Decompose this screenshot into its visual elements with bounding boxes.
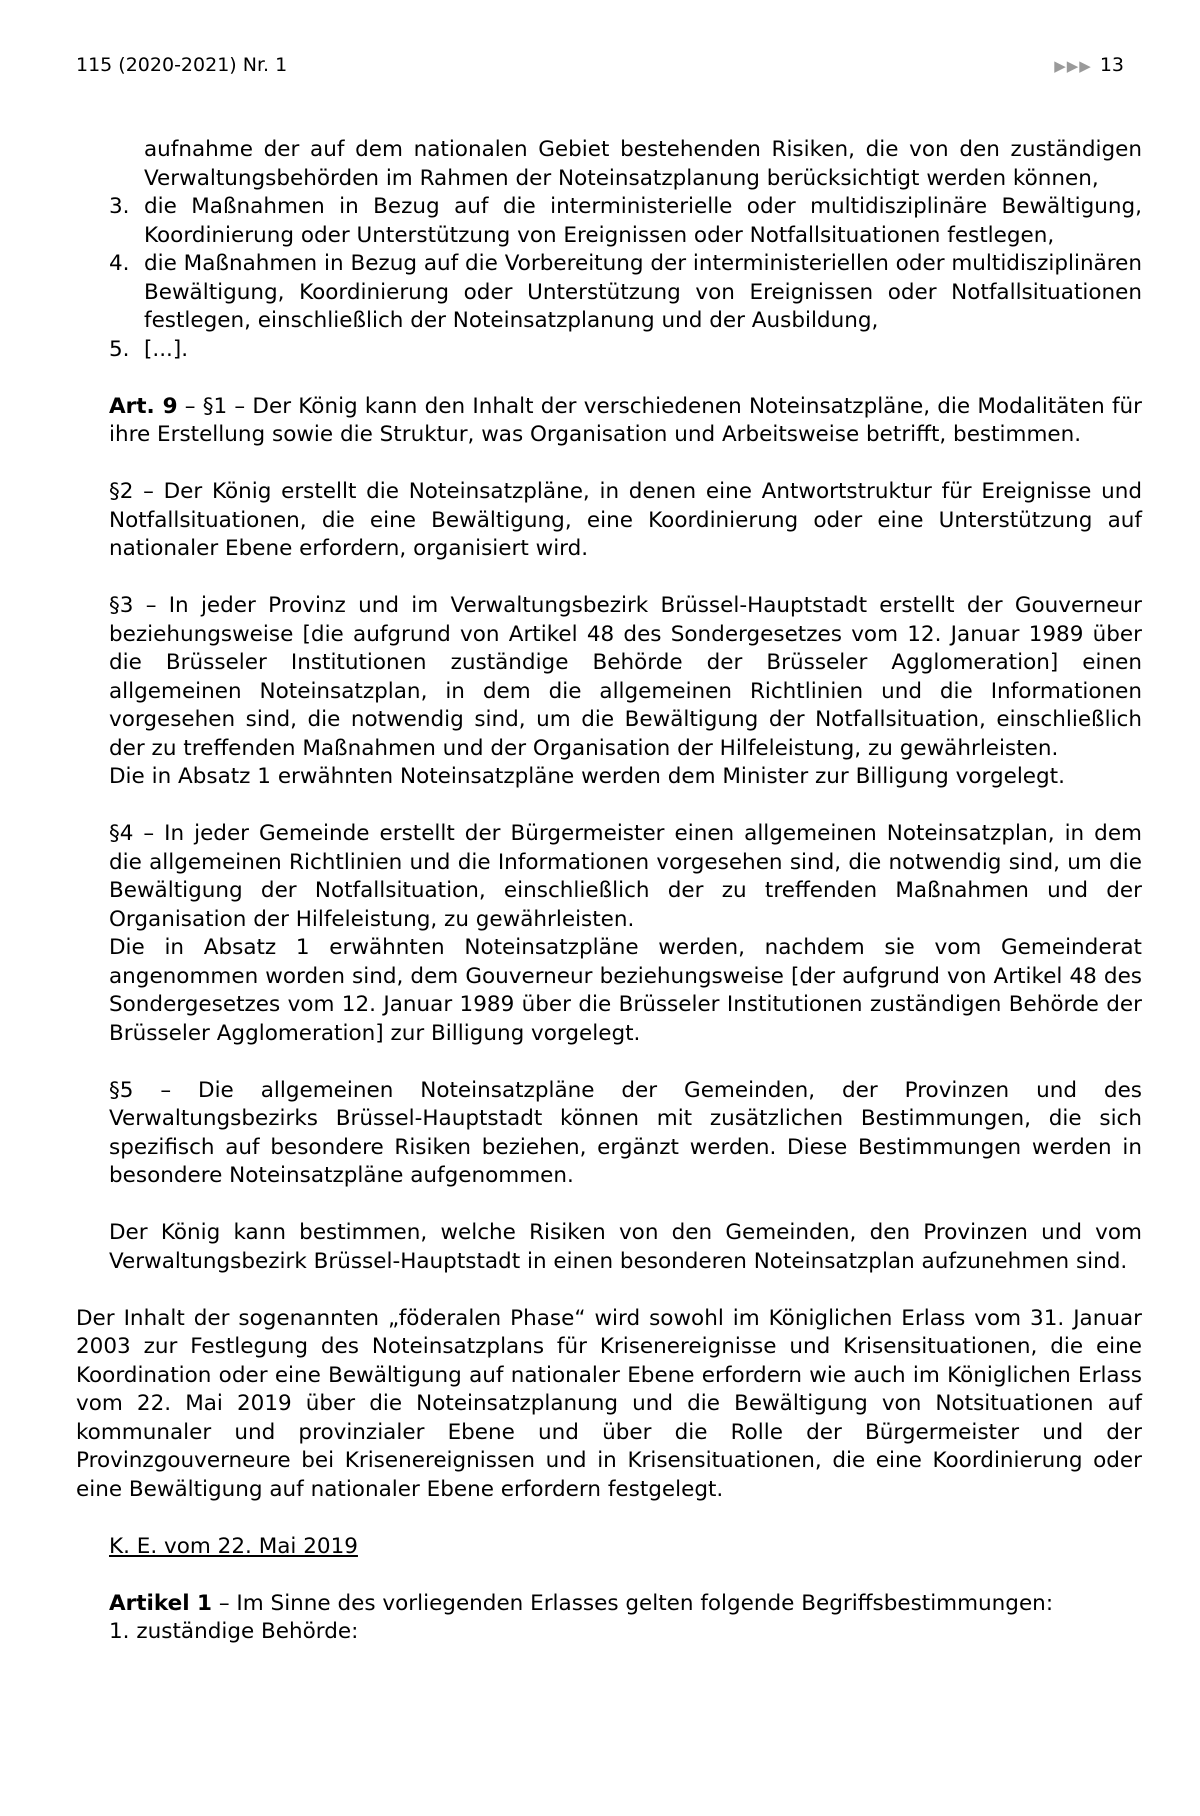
- list-item-number: 4.: [109, 251, 130, 276]
- art9-paragraph-3-sentence: Die in Absatz 1 erwähnten Noteinsatzpläne werden dem Minister zur Billigung vorgelegt.: [109, 764, 1065, 789]
- list-item: [76, 193, 1142, 250]
- artikel1-text: – Im Sinne des vorliegenden Erlasses gelten folgende Begriffsbestimmungen:: [212, 1590, 1054, 1616]
- art9-paragraph-5: §5 – Die allgemeinen Noteinsatzpläne der Gemeinden, der Provinzen und des Verwaltungsbezirks Brüssel-Hauptstadt können mit zusätzlichen Bestimmungen, die sich spezifisch auf besondere Risiken beziehen, ergänzt werden. Diese Bestimmungen werden in besondere Noteinsatzpläne aufgenommen.: [109, 1077, 1142, 1188]
- main-paragraph: Der Inhalt der sogenannten „föderalen Phase“ wird sowohl im Königlichen Erlass vom 31. Januar 2003 zur Festlegung des Noteinsatzplans für Krisenereignisse und Krisensituationen, die eine Koordination oder eine Bewältigung auf nationaler Ebene erfordern wie auch im Königlichen Erlass vom 22. Mai 2019 über die Noteinsatzplanung und die Bewältigung von Notsituationen auf kommunaler und provinzialer Ebene und über die Rolle der Bürgermeister und der Provinzgouverneure bei Krisenereignissen und in Krisensituationen, die eine Koordinierung oder eine Bewältigung auf nationaler Ebene erfordern festgelegt.: [76, 1305, 1142, 1502]
- page-content: [76, 136, 1142, 1647]
- list-item-number: 3.: [109, 194, 130, 219]
- art9-paragraph-1: [109, 393, 1142, 450]
- ke-heading: [109, 1533, 1142, 1562]
- list-item: [76, 336, 1142, 365]
- ke-heading-text: K. E. vom 22. Mai 2019: [109, 1533, 358, 1559]
- art9-paragraph-4-sentence: Die in Absatz 1 erwähnten Noteinsatzpläne werden, nachdem sie vom Gemeinderat angenommen worden sind, dem Gouverneur beziehungsweise [der aufgrund von Artikel 48 des Sondergesetzes vom 12. Januar 1989 über die Brüsseler Institutionen zuständigen Behörde der Brüsseler Agglomeration] zur Billigung vorgelegt.: [109, 935, 1142, 1046]
- artikel1-item: 1. zuständige Behörde:: [109, 1619, 359, 1644]
- art9-paragraph-2: §2 – Der König erstellt die Noteinsatzpläne, in denen eine Antwortstruktur für Ereignisse und Notfallsituationen, die eine Bewältigung, eine Koordinierung oder eine Unterstützung auf nationaler Ebene erfordern, organisiert wird.: [109, 479, 1142, 561]
- page-number-area: [1054, 50, 1124, 81]
- list-item-continuation: aufnahme der auf dem nationalen Gebiet bestehenden Risiken, die von den zuständigen Verwaltungsbehörden im Rahmen der Noteinsatzplanung berücksichtigt werden können,: [144, 137, 1142, 191]
- art9-p1-text: – §1 – Der König kann den Inhalt der verschiedenen Noteinsatzpläne, die Modalitäten für ihre Erstellung sowie die Struktur, was Organisation und Arbeitsweise betrifft, bestimmen.: [109, 393, 1142, 447]
- numbered-list: [76, 193, 1142, 364]
- art9-paragraph-6: Der König kann bestimmen, welche Risiken von den Gemeinden, den Provinzen und vom Verwaltungsbezirk Brüssel-Hauptstadt in einen besonderen Noteinsatzplan aufzunehmen sind.: [109, 1220, 1142, 1274]
- list-item-text: die Maßnahmen in Bezug auf die Vorbereitung der interministeriellen oder multidisziplinären Bewältigung, Koordinierung oder Unterstützung von Ereignissen oder Notfallsituationen festlegen, einschließlich der Noteinsatzplanung und der Ausbildung,: [144, 251, 1143, 333]
- artikel1-label: Artikel 1: [109, 1590, 213, 1616]
- art9-paragraph-4: §4 – In jeder Gemeinde erstellt der Bürgermeister einen allgemeinen Noteinsatzplan, in dem die allgemeinen Richtlinien und die Informationen vorgesehen sind, die notwendig sind, um die Bewältigung der Notfallsituation, einschließlich der zu treffenden Maßnahmen und der Organisation der Hilfeleistung, zu gewährleisten.: [109, 821, 1142, 932]
- artikel1-paragraph: [109, 1590, 1142, 1619]
- list-item: [76, 250, 1142, 336]
- document-reference: 115 (2020-2021) Nr. 1: [76, 54, 288, 76]
- page-number: 13: [1099, 54, 1124, 76]
- art9-label: Art. 9: [109, 393, 178, 419]
- page-header: [76, 50, 1124, 80]
- list-item-number: 5.: [109, 336, 130, 362]
- arrows-icon: ▶▶▶: [1054, 57, 1092, 75]
- list-item-text: die Maßnahmen in Bezug auf die interministerielle oder multidisziplinäre Bewältigung, Koordinierung oder Unterstützung von Ereignissen oder Notfallsituationen festlegen,: [144, 194, 1142, 248]
- art9-paragraph-3: §3 – In jeder Provinz und im Verwaltungsbezirk Brüssel-Hauptstadt erstellt der Gouverneur beziehungsweise [die aufgrund von Artikel 48 des Sondergesetzes vom 12. Januar 1989 über die Brüsseler Institutionen zuständige Behörde der Brüsseler Agglomeration] einen allgemeinen Noteinsatzplan, in dem die allgemeinen Richtlinien und die Informationen vorgesehen sind, die notwendig sind, um die Bewältigung der Notfallsituation, einschließlich der zu treffenden Maßnahmen und der Organisation der Hilfeleistung, zu gewährleisten.: [109, 593, 1142, 761]
- list-item-text: [...].: [144, 336, 189, 362]
